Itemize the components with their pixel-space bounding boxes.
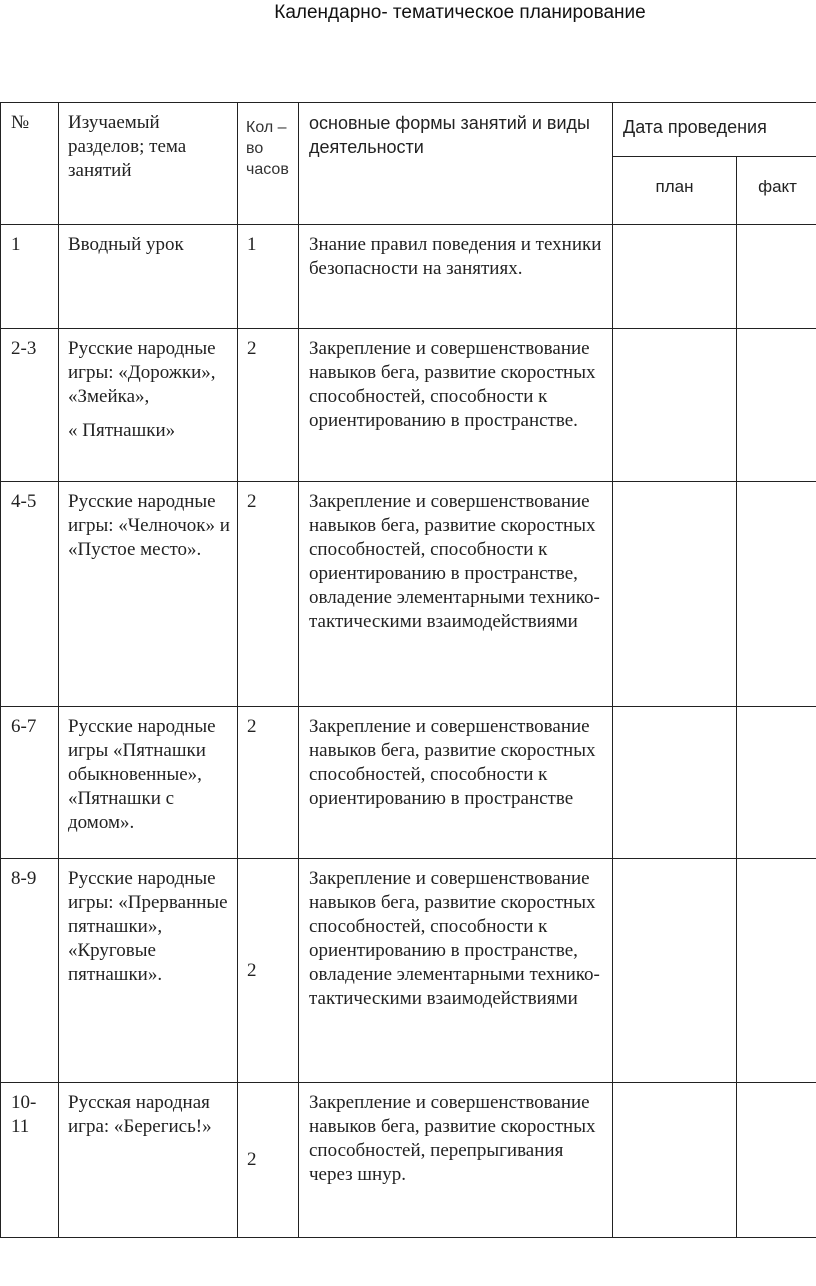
row-plan [613,707,737,859]
row-desc: Закрепление и совершенствование навыков бега, развитие скоростных способностей, перепрыгивания через шнур. [299,1083,613,1238]
header-date: Дата проведения [613,103,816,157]
row-desc: Закрепление и совершенствование навыков бега, развитие скоростных способностей, способности к ориентированию в пространстве [299,707,613,859]
row-plan [613,859,737,1083]
row-topic: Русские народные игры: «Прерванные пятнашки», «Круговые пятнашки». [59,859,238,1083]
row-topic-extra: « Пятнашки» [68,420,176,441]
table-row [1,859,816,1083]
row-plan [613,482,737,707]
header-topic [59,103,238,225]
row-fact [737,482,816,707]
row-desc: Закрепление и совершенствование навыков бега, развитие скоростных способностей, способности к ориентированию в пространстве, овладение элементарными технико-тактическими взаимодействиями [299,482,613,707]
row-topic: Русские народные игры «Пятнашки обыкновенные», «Пятнашки с домом». [59,707,238,859]
row-num: 8-9 [1,859,59,1083]
header-hours: Кол – во часов [238,103,299,225]
header-fact: факт [737,157,816,225]
row-topic: Русская народная игра: «Берегись!» [59,1083,238,1238]
row-topic: Вводный урок [59,225,238,329]
row-desc: Закрепление и совершенствование навыков бега, развитие скоростных способностей, способности к ориентированию в пространстве. [299,329,613,482]
table-row [1,1083,816,1238]
header-plan: план [613,157,737,225]
planning-table [0,102,816,1238]
row-hours: 2 [238,859,299,1083]
row-num-text: 10-11 [11,1092,37,1137]
row-fact [737,225,816,329]
row-plan [613,225,737,329]
row-num [1,1083,59,1238]
table-row [1,482,816,707]
header-num: № [1,103,59,225]
header-row [1,103,816,157]
row-hours: 1 [238,225,299,329]
page-title: Календарно- тематическое планирование [274,2,646,23]
row-plan [613,329,737,482]
table-row [1,225,816,329]
row-fact [737,707,816,859]
table-row [1,707,816,859]
row-topic: Русские народные игры: «Челночок» и «Пустое место». [59,482,238,707]
header-forms: основные формы занятий и виды деятельности [299,103,613,225]
header-topic-text: Изучаемый разделов; тема занятий [68,112,187,181]
row-hours: 2 [238,482,299,707]
row-desc: Закрепление и совершенствование навыков бега, развитие скоростных способностей, способности к ориентированию в пространстве, овладение элементарными технико-тактическими взаимодействиями [299,859,613,1083]
table-row [1,329,816,482]
row-hours: 2 [238,329,299,482]
row-fact [737,859,816,1083]
row-fact [737,329,816,482]
row-hours: 2 [238,707,299,859]
row-num: 4-5 [1,482,59,707]
row-topic-text: Русские народные игры: «Дорожки», «Змейка», [68,338,216,407]
row-desc: Знание правил поведения и техники безопасности на занятиях. [299,225,613,329]
row-num: 6-7 [1,707,59,859]
row-plan [613,1083,737,1238]
row-num: 1 [1,225,59,329]
row-hours: 2 [238,1083,299,1238]
row-topic [59,329,238,482]
row-num: 2-3 [1,329,59,482]
row-fact [737,1083,816,1238]
